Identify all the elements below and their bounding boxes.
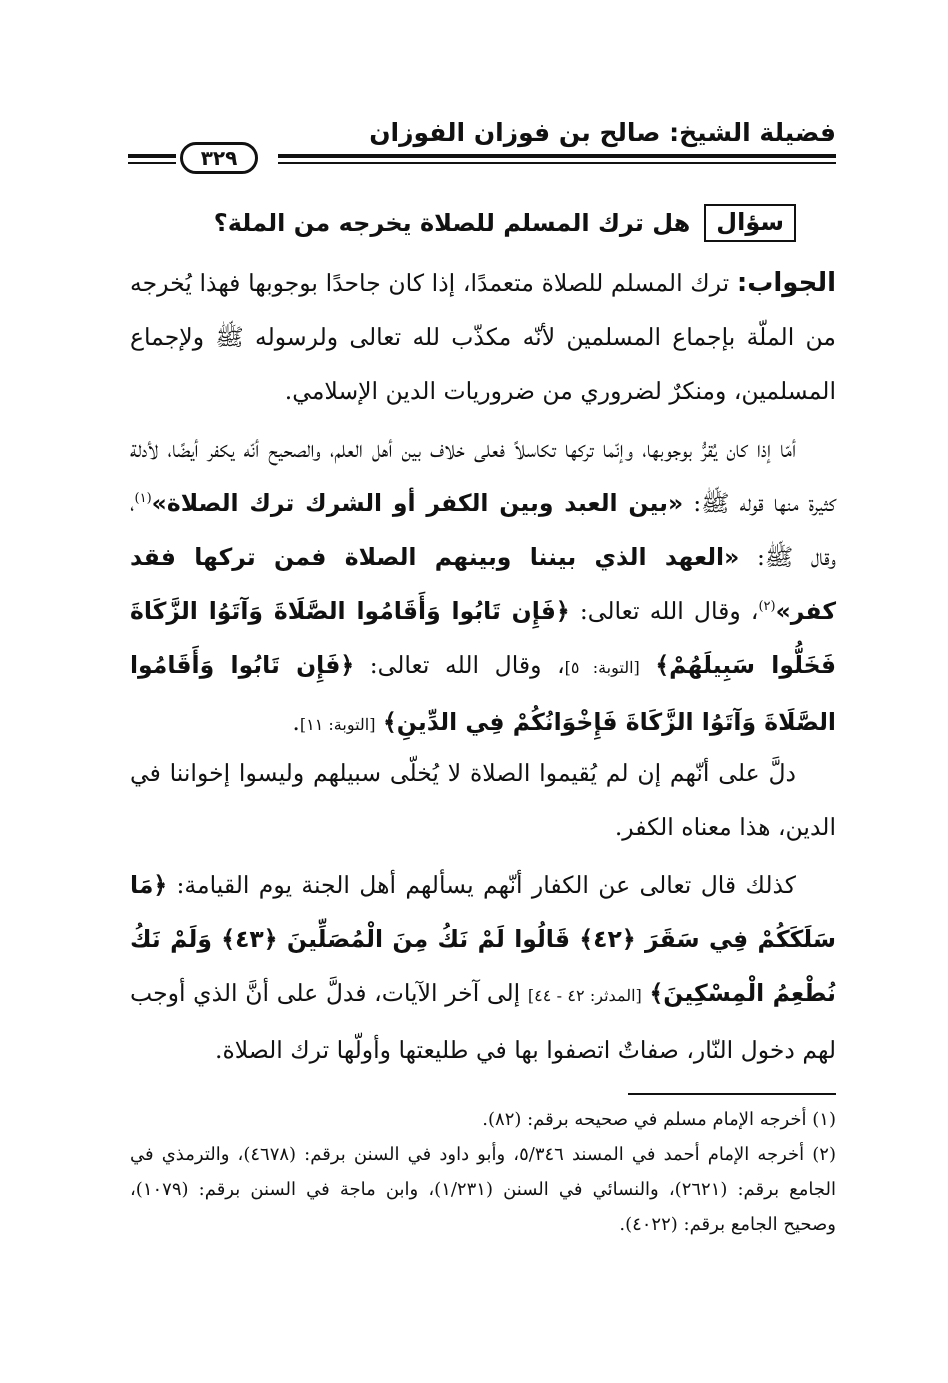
header-rule [278,154,836,164]
footnote-2: (٢) أخرجه الإمام أحمد في المسند ٥/٣٤٦، وأبو داود في السنن برقم: (٤٦٧٨)، والترمذي في الجامع برقم: (٢٦٢١)، والنسائي في السنن (١/٢٣١)، وابن ماجة في السنن برقم: (١٠٧٩)، وصحيح الجامع برقم: (٤٠٢٢). [130,1144,836,1235]
footnote-marker-1: (١) [134,491,152,507]
verse-reference-1: [التوبة: ٥] [564,658,640,677]
paragraph-4-intro: كذلك قال تعالى عن الكفار أنّهم يسألهم أهل الجنة يوم القيامة: [167,871,796,899]
running-title: فضيلة الشيخ: صالح بن فوزان الفوزان [369,118,836,147]
quran-verse-3: ﴿مَا سَلَكَكُمْ فِي سَقَرَ ﴿٤٢﴾ قَالُوا لَمْ نَكُ مِنَ الْمُصَلِّينَ ﴿٤٣﴾ وَلَمْ نَكُ نُطْعِمُ الْمِسْكِينَ﴾ [130,871,837,1007]
answer-paragraph-3 [130,746,836,854]
paragraph-4-rest: إلى آخر الآيات، فدلَّ على أنَّ الذي أوجب لهم دخول النّار، صفاتٌ اتصفوا بها في طليعتها وأولّها ترك الصلاة. [130,979,836,1064]
paragraph-2-link-3: ، وقال الله تعالى: [354,651,565,679]
paragraph-2-link-1: ، وقال ﷺ: [130,489,836,571]
footnote-1: (١) أخرجه الإمام مسلم في صحيحه برقم: (٨٢). [482,1109,836,1130]
quran-verse-1: ﴿فَإِن تَابُوا وَأَقَامُوا الصَّلَاةَ وَآتَوُا الزَّكَاةَ فَخَلُّوا سَبِيلَهُمْ﴾ [130,597,836,679]
paragraph-2-end: . [292,708,300,736]
answer-text-3: دلَّ على أنّهم إن لم يُقيموا الصلاة لا يُخلّى سبيلهم وليسوا إخواننا في الدين، هذا معناه الكفر. [130,759,836,841]
verse-reference-3: [المدثر: ٤٢ - ٤٤] [527,986,642,1005]
answer-lead: الجواب: [736,268,836,298]
quran-verse-2: ﴿فَإِن تَابُوا وَأَقَامُوا الصَّلَاةَ وَآتَوُا الزَّكَاةَ فَإِخْوَانُكُمْ فِي الدِّينِ﴾ [130,651,836,736]
question-text: هل ترك المسلم للصلاة يخرجه من الملة؟ [213,209,691,237]
answer-paragraph-1 [130,256,836,418]
verse-reference-2: [التوبة: ١١] [299,715,376,734]
paragraph-2-intro: أمّا إذا كان يُقرُّ بوجوبها، وإنّما تركها تكاسلاً فعلى خلاف بين أهل العلم، والصحيح أنّه يكفر أيضًا، لأدلة كثيرة منها قوله ﷺ: [130,435,836,517]
footnote-marker-2: (٢) [758,599,776,615]
hadith-quote-1: «بين العبد وبين الكفر أو الشرك ترك الصلاة» [151,489,684,517]
answer-paragraph-2 [130,422,836,752]
hadith-quote-2: «العهد الذي بيننا وبينهم الصلاة فمن تركها فقد كفر» [130,543,836,625]
answer-paragraph-4 [130,858,836,1077]
header-rule-short [128,154,176,164]
answer-text-1: ترك المسلم للصلاة متعمدًا، إذا كان جاحدًا بوجوبها فهذا يُخرجه من الملّة بإجماع المسلمين لأنّه مكذّب لله تعالى ولرسوله ﷺ ولإجماع المسلمين، ومنكرٌ لضروري من ضروريات الدين الإسلامي. [130,269,836,405]
footnotes [130,1102,836,1242]
footnote-rule [628,1093,836,1095]
paragraph-2-link-2: ، وقال الله تعالى: [569,597,759,625]
question [214,204,796,242]
question-label: سؤال [704,204,796,242]
page-number: ٣٢٩ [180,142,258,174]
